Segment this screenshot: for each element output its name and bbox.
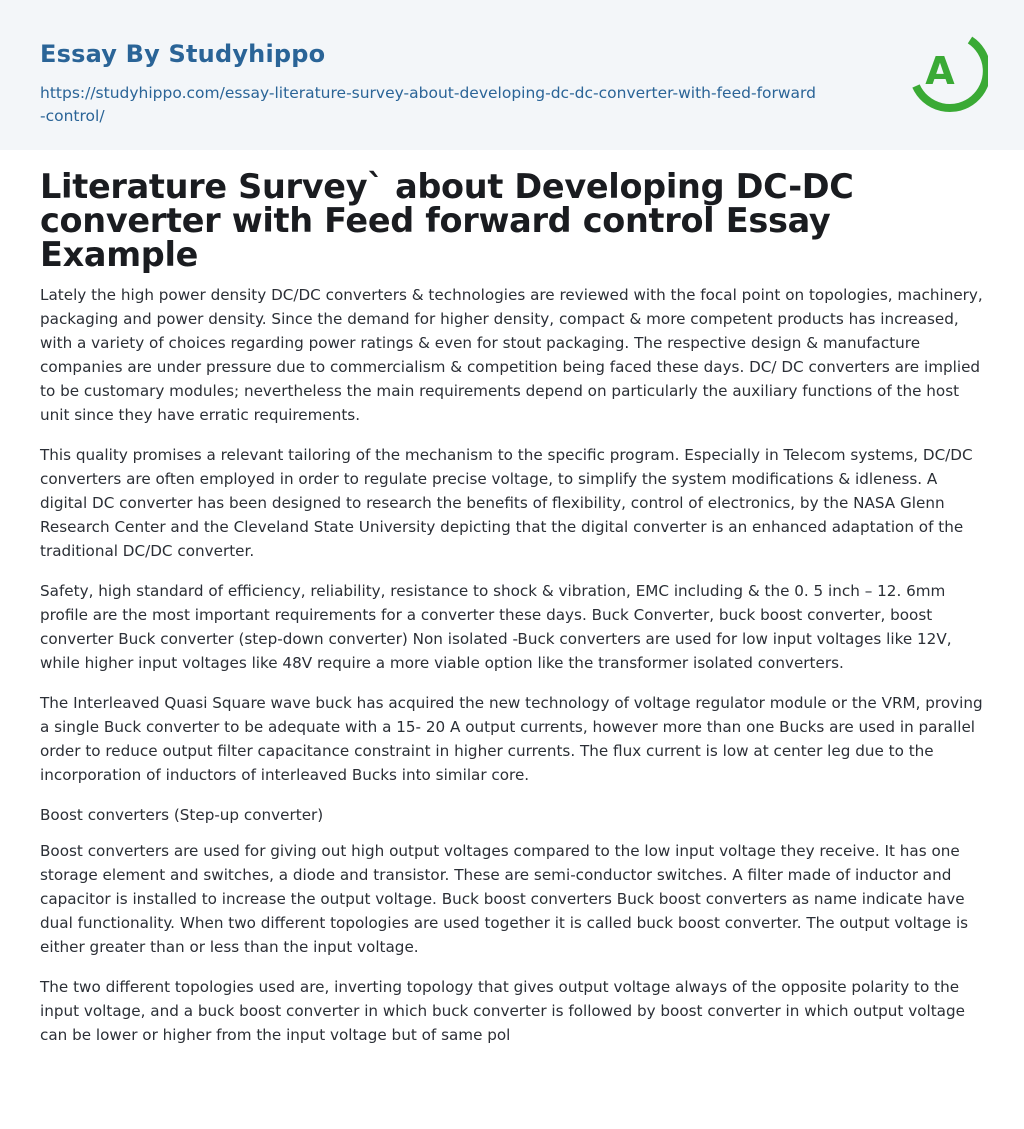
paragraph: This quality promises a relevant tailoring of the mechanism to the specific program. Especially in Telecom systems, DC/DC converters are often employed in order to regulate precise voltage, to simplify the system modifications & idleness. A digital DC converter has been designed to research the benefits of flexibility, control of electronics, by the NASA Glenn Research Center and the Cleveland State University depicting that the digital converter is an enhanced adaptation of the traditional DC/DC converter. [40, 446, 973, 560]
paragraph: Lately the high power density DC/DC converters & technologies are reviewed with the focal point on topologies, machinery, packaging and power density. Since the demand for higher density, compact & more competent products has increased, with a variety of choices regarding power ratings & even for stout packaging. The respective design & manufacture companies are under pressure due to commercialism & competition being faced these days. DC/ DC converters are implied to be customary modules; nevertheless the main requirements depend on particularly the auxiliary functions of the host unit since they have erratic requirements. [40, 286, 983, 424]
paragraph: The two different topologies used are, inverting topology that gives output voltage always of the opposite polarity to the input voltage, and a buck boost converter in which buck converter is followed by boost converter in which output voltage can be lower or higher from the input voltage but of same pol [40, 978, 965, 1044]
source-url-link[interactable]: https://studyhippo.com/essay-literature-survey-about-developing-dc-dc-converter-with-feed-forward-control/ [40, 84, 816, 125]
logo-letter: A [925, 49, 955, 93]
page-title: Literature Survey` about Developing DC-DC converter with Feed forward control Essay Example [40, 167, 854, 274]
paragraph: The Interleaved Quasi Square wave buck has acquired the new technology of voltage regulator module or the VRM, proving a single Buck converter to be adequate with a 15- 20 A output currents, however more than one Bucks are used in parallel order to reduce output filter capacitance constraint in higher currents. The flux current is low at center leg due to the incorporation of inductors of interleaved Bucks into similar core. [40, 694, 983, 784]
paragraph: Safety, high standard of efficiency, reliability, resistance to shock & vibration, EMC including & the 0. 5 inch – 12. 6mm profile are the most important requirements for a converter these days. Buck Converter, buck boost converter, boost converter Buck converter (step-down converter) Non isolated -Buck converters are used for low input voltages like 12V, while higher input voltages like 48V require a more viable option like the transformer isolated converters. [40, 582, 952, 672]
section-subheading: Boost converters (Step-up converter) [40, 806, 324, 824]
paragraph: Boost converters are used for giving out high output voltages compared to the low input voltage they receive. It has one storage element and switches, a diode and transistor. These are semi-conductor switches. A filter made of inductor and capacitor is installed to increase the output voltage. Buck boost converters Buck boost converters as name indicate have dual functionality. When two different topologies are used together it is called buck boost converter. The output voltage is either greater than or less than the input voltage. [40, 842, 969, 956]
essay-body [40, 283, 988, 1063]
studyhippo-logo-icon[interactable] [908, 28, 988, 116]
brand-title[interactable]: Essay By Studyhippo [40, 40, 326, 68]
page-header [0, 0, 1024, 150]
